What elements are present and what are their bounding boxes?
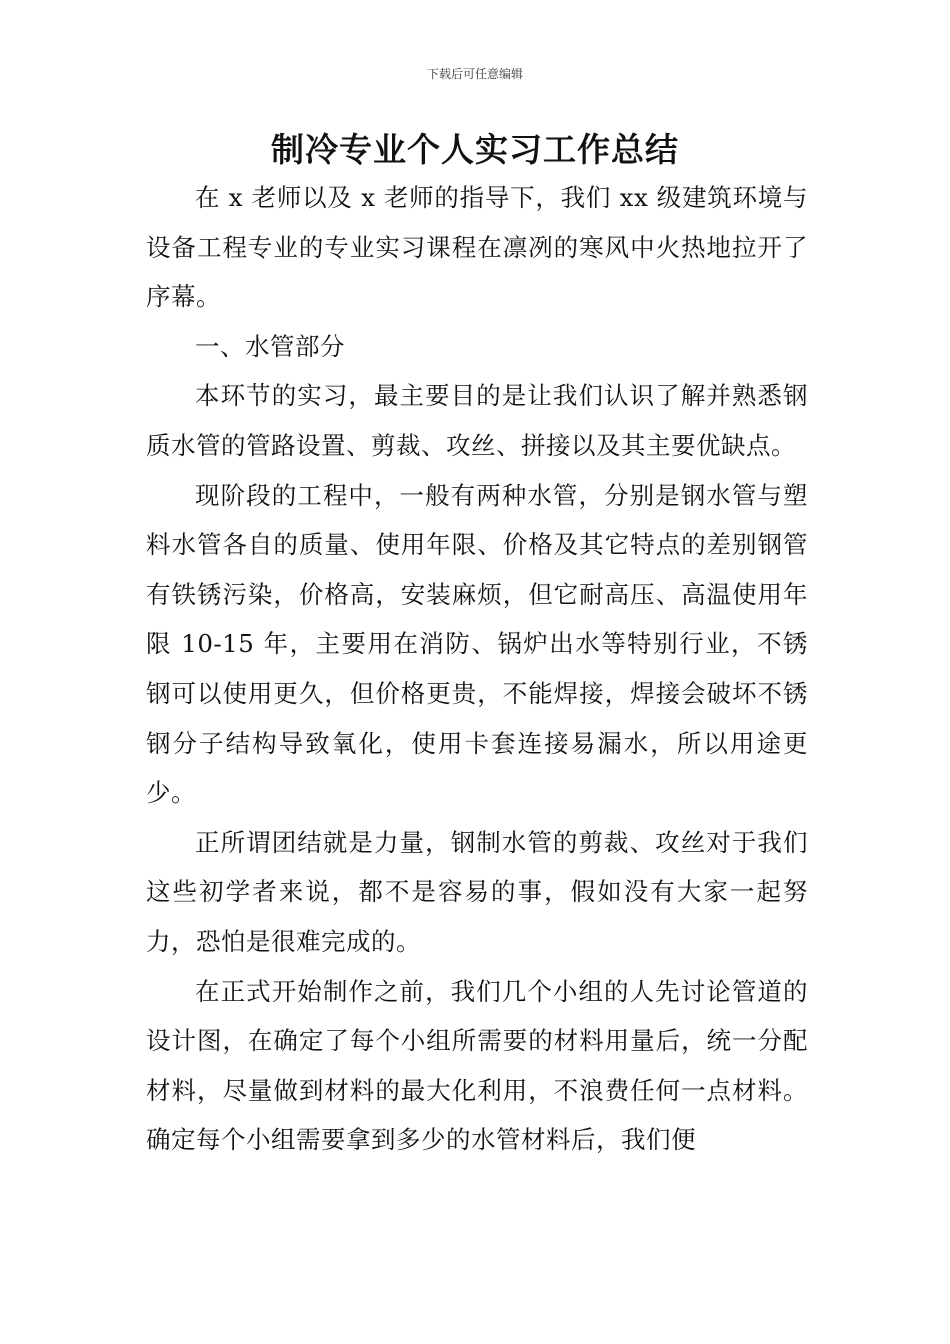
paragraph-pipe-comparison: 现阶段的工程中，一般有两种水管，分别是钢水管与塑料水管各自的质量、使用年限、价格及其它特点的差别钢管有铁锈污染，价格高，安装麻烦，但它耐高压、高温使用年限 10-15 年，主要用在消防、锅炉出水等特别行业，不锈钢可以使用更久，但价格更贵，不能焊接，焊接会破坏不锈钢分子结构导致氧化，使用卡套连接易漏水，所以用途更少。: [146, 480, 808, 808]
document-title: 制冷专业个人实习工作总结: [271, 130, 679, 169]
header-note: 下载后可任意编辑: [426, 67, 523, 81]
paragraph-purpose: 本环节的实习，最主要目的是让我们认识了解并熟悉钢质水管的管路设置、剪裁、攻丝、拼接以及其主要优缺点。: [146, 381, 808, 460]
paragraph-preparation: 在正式开始制作之前，我们几个小组的人先讨论管道的设计图，在确定了每个小组所需要的材料用量后，统一分配材料，尽量做到材料的最大化利用，不浪费任何一点材料。确定每个小组需要拿到多少的水管材料后，我们便: [146, 976, 808, 1155]
section-heading-water-pipes: 一、水管部分: [195, 331, 345, 361]
paragraph-teamwork: 正所谓团结就是力量，钢制水管的剪裁、攻丝对于我们这些初学者来说，都不是容易的事，假如没有大家一起努力，恐怕是很难完成的。: [146, 827, 808, 956]
document-body: [146, 173, 808, 1165]
paragraph-intro: 在 x 老师以及 x 老师的指导下，我们 xx 级建筑环境与设备工程专业的专业实习课程在凛冽的寒风中火热地拉开了序幕。: [146, 183, 808, 312]
